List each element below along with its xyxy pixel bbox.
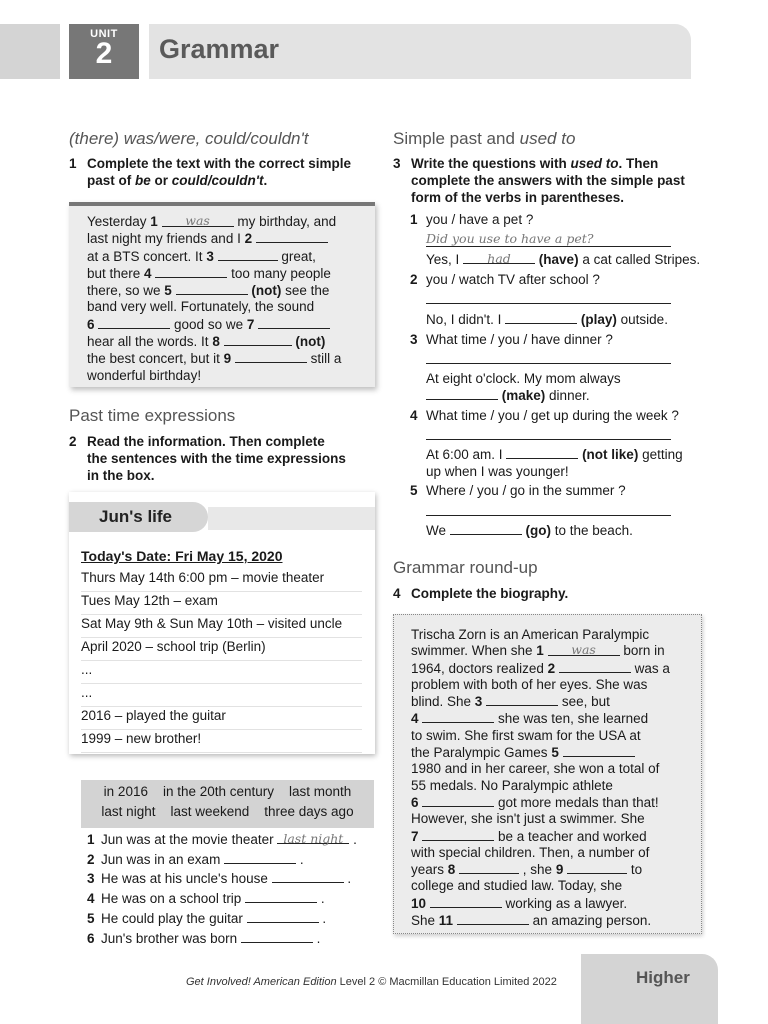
time-expressions-box — [81, 780, 374, 828]
jun-row: Sat May 9th & Sun May 10th – visited uncle — [81, 614, 362, 638]
bio-blank[interactable] — [559, 660, 631, 673]
ex3-instruction: 3 Write the questions with used to. Then complete the answers with the simple past form of the verbs in parentheses. — [393, 156, 685, 205]
bio-blank[interactable] — [422, 710, 494, 723]
ex3-answer: No, I didn't. I (play) outside. — [426, 312, 668, 327]
blank-3[interactable] — [218, 248, 278, 261]
unit-number: 2 — [95, 37, 113, 70]
ex3-answer-line[interactable] — [426, 363, 671, 364]
jun-row: ... — [81, 660, 362, 684]
blank-5[interactable] — [176, 282, 248, 295]
bio-blank[interactable]: was — [548, 643, 620, 656]
ex2-item: 3 He was at his uncle's house . — [87, 871, 352, 886]
ex3-answer: We (go) to the beach. — [426, 523, 633, 538]
bio-blank[interactable] — [567, 861, 627, 874]
bio-blank[interactable] — [422, 828, 494, 841]
bio-blank[interactable] — [422, 794, 494, 807]
section3-heading: Simple past and used to — [393, 129, 576, 148]
blank-8[interactable] — [224, 333, 292, 346]
jun-row: Thurs May 14th 6:00 pm – movie theater — [81, 568, 362, 592]
word-box-line: in 2016 in the 20th century last month — [103, 784, 352, 799]
jun-life-title: Jun's life — [99, 507, 173, 526]
ex3-answer: up when I was younger! — [426, 464, 569, 479]
page-title: Grammar — [159, 34, 280, 64]
ex1-instruction: 1 Complete the text with the correct simple past of be or could/couldn't. — [69, 156, 352, 188]
ex3-answer-line[interactable] — [426, 246, 671, 247]
blank-2[interactable] — [256, 230, 328, 243]
ex2-blank[interactable] — [247, 910, 319, 923]
ex2-instruction: 2 Read the information. Then complete the sentences with the time expressions in the box. — [69, 434, 346, 483]
today-date: Today's Date: Fri May 15, 2020 — [81, 548, 283, 564]
ex3-answer: Yes, I had (have) a cat called Stripes. — [426, 251, 701, 267]
bio-blank[interactable] — [459, 861, 519, 874]
unit-badge — [69, 24, 139, 79]
bio-blank[interactable] — [430, 895, 502, 908]
jun-row: 1999 – new brother! — [81, 729, 362, 753]
bio-blank[interactable] — [457, 912, 529, 925]
ex2-blank[interactable]: last night — [277, 831, 349, 844]
ex2-item: 2 Jun was in an exam . — [87, 852, 304, 867]
ex2-item: 6 Jun's brother was born . — [87, 931, 321, 946]
unit-label: UNIT — [90, 28, 118, 40]
footer-credit: Get Involved! American Edition Level 2 © Macmillan Education Limited 2022 — [186, 976, 557, 988]
blank-6[interactable] — [98, 316, 170, 329]
section4-heading: Grammar round-up — [393, 558, 538, 577]
ex1-text: Yesterday 1 was my birthday, and last night my friends and I 2 at a BTS concert. It 3 great, but there 4 too many people there, so we 5 (not) see the band very well. Fortunately, the sound 6 good so we 7 hear all the words. It 8 (not) the best concert, but it 9 still a wonderful birthday! — [87, 213, 342, 383]
biography-text: Trischa Zorn is an American Paralympic swimmer. When she 1 was born in 1964, doctors realized 2 was a problem with both of her eyes. She was blind. She 3 see, but 4 she was ten, she learned to swim. She first swam for the USA at the Paralympic Games 5 1980 and in her career, she won a total of 55 medals. No Paralympic athlete 6 got more medals than that! However, she isn't just a swimmer. She 7 be a teacher and worked with special children. Then, a number of years 8 , she 9 to college and studied law. Today, she 10 working as a lawyer. She 11 an amazing person. — [411, 627, 670, 929]
section2-heading: Past time expressions — [69, 406, 236, 425]
ex2-item: 5 He could play the guitar . — [87, 911, 327, 926]
level-tab — [581, 954, 718, 1024]
blank-9[interactable] — [235, 350, 307, 363]
ex3-answer-line[interactable] — [426, 515, 671, 516]
ex3-blank[interactable]: had — [463, 251, 535, 264]
ex3-blank[interactable] — [426, 387, 498, 400]
ex3-blank[interactable] — [450, 522, 522, 535]
jun-row: Tues May 12th – exam — [81, 591, 362, 615]
ex3-answer: At 6:00 am. I (not like) getting — [426, 447, 683, 462]
bio-blank[interactable] — [563, 744, 635, 757]
section1-heading: (there) was/were, could/couldn't — [69, 129, 309, 148]
ex2-item: 4 He was on a school trip . — [87, 891, 325, 906]
header-left-block — [0, 24, 60, 79]
ex3-answer-line[interactable] — [426, 439, 671, 440]
jun-header-band — [208, 507, 375, 530]
ex2-blank[interactable] — [224, 851, 296, 864]
ex3-blank[interactable] — [506, 446, 578, 459]
blank-7[interactable] — [258, 316, 330, 329]
word-box-line: last night last weekend three days ago — [101, 804, 354, 819]
jun-row: April 2020 – school trip (Berlin) — [81, 637, 362, 661]
ex2-item: 1 Jun was at the movie theater last night . — [87, 831, 357, 847]
ex3-handwritten-answer: Did you use to have a pet? — [426, 231, 594, 246]
title-bar — [149, 24, 691, 79]
blank-4[interactable] — [155, 265, 227, 278]
blank-1[interactable]: was — [162, 214, 234, 227]
ex2-blank[interactable] — [245, 890, 317, 903]
ex3-answer-line[interactable] — [426, 303, 671, 304]
jun-row: 2016 – played the guitar — [81, 706, 362, 730]
ex4-instruction: 4 Complete the biography. — [393, 586, 569, 601]
ex3-answer: (make) dinner. — [426, 387, 590, 404]
bio-blank[interactable] — [486, 693, 558, 706]
jun-life-tab — [69, 502, 208, 532]
ex2-blank[interactable] — [241, 930, 313, 943]
ex3-blank[interactable] — [505, 311, 577, 324]
ex2-blank[interactable] — [272, 870, 344, 883]
jun-row: ... — [81, 683, 362, 707]
level-label: Higher — [636, 968, 690, 987]
ex3-answer: At eight o'clock. My mom always — [426, 371, 621, 386]
